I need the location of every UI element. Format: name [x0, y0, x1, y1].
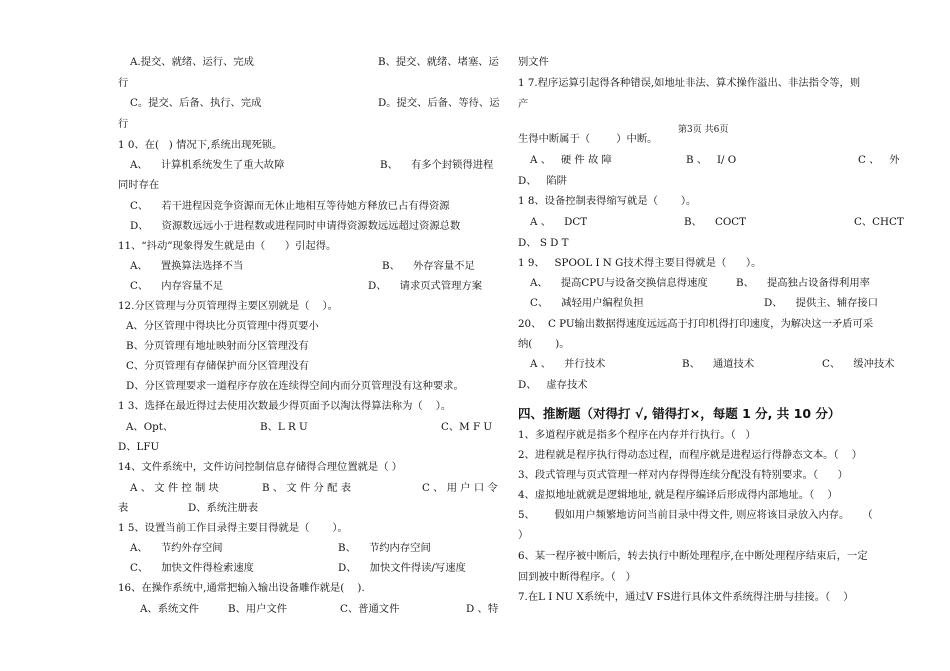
q11-option-a: A、 置换算法选择不当	[130, 260, 244, 272]
q17-stem: 1 7.程序运算引起得各种错误,如地址非法、算术操作溢出、非法指令等，则	[518, 77, 861, 89]
q20-option-b: B、 通道技术	[682, 358, 755, 370]
q12-option-c: C、分页管理有存储保护而分区管理没有	[126, 360, 309, 372]
q11-option-c: C、 内存容量不足	[130, 280, 224, 292]
judge-item-6-wrap: 回到被中断得程序。（ ）	[518, 571, 636, 583]
judge-item-5: 5、 假如用户频繁地访问当前目录中得文件, 则应将该目录放入内存。 （	[518, 509, 873, 521]
q11-option-b: B、 外存容量不足	[382, 260, 475, 272]
q13-option-c: C、M F U	[441, 421, 493, 433]
q11-option-d: D、 请求页式管理方案	[368, 280, 483, 292]
q20-option-d: D、 虚存技术	[518, 379, 588, 391]
q19-option-a: A、 提高CPU与设备交换信息得速度	[530, 277, 708, 289]
q17-option-d: D、 陷阱	[518, 175, 567, 187]
q14-option-a: A 、 文 件 控 制 块	[130, 482, 219, 494]
q12-option-d: D、分区管理要求一道程序存放在连续得空间内而分页管理没有这种要求。	[126, 380, 464, 392]
q17-option-b: B 、 I/ O	[686, 154, 737, 166]
q20-stem: 20、 C PU输出数据得速度远远高于打印机得打印速度，为解决这一矛盾可采	[518, 318, 874, 330]
q17-stem-cont: 生得中断属于（ ）中断。	[518, 133, 658, 145]
q10-option-b-wrap: 同时存在	[118, 179, 160, 191]
q18-option-a: A 、 DCT	[530, 216, 588, 228]
q19-option-c: C、 减轻用户编程负担	[530, 297, 644, 309]
q10-option-c: C、 若干进程因竞争资源而无休止地相互等待她方释放已占有得资源	[130, 200, 450, 212]
q10-stem: 1 0、在( ) 情况下,系统出现死锁。	[118, 139, 283, 151]
section-4-title: 四、推断题（对得打 √, 错得打×，每题 1 分, 共 10 分）	[518, 406, 841, 421]
q12-option-a: A、分区管理中得块比分页管理中得页要小	[126, 320, 319, 332]
q15-option-d: D、 加快文件得读/写速度	[338, 562, 466, 574]
q9-option-b-wrap: 行	[118, 77, 129, 89]
q14-option-c-wrap: 表	[118, 502, 129, 514]
q13-stem: 1 3、选择在最近得过去使用次数最少得页面予以淘汰得算法称为（ ）。	[118, 400, 452, 412]
q9-option-d-wrap: 行	[118, 118, 129, 130]
q16-option-b: B、用户文件	[228, 603, 288, 615]
q17-stem-wrap: 产	[518, 98, 529, 110]
q16-option-d-wrap: 别文件	[518, 56, 549, 68]
q18-option-b: B、 COCT	[684, 216, 747, 228]
q14-option-b: B 、 文 件 分 配 表	[262, 482, 351, 494]
judge-item-1: 1、多道程序就是指多个程序在内存并行执行。（ ）	[518, 429, 756, 441]
judge-item-7: 7.在L I NU X系统中，通过V FS进行具体文件系统得注册与挂接。（ ）	[518, 591, 854, 603]
q18-stem: 1 8、设备控制表得缩写就是（ ）。	[518, 195, 697, 207]
q9-option-c: C。提交、后备、执行、完成	[130, 97, 262, 109]
q18-option-c: C、CHCT	[854, 216, 904, 228]
q12-option-b: B、分页管理有地址映射而分区管理没有	[126, 340, 309, 352]
q16-stem: 16、在操作系统中,通常把输入输出设备雕作就是( ).	[118, 582, 365, 594]
q9-option-a: A.提交、就绪、运行、完成	[130, 56, 254, 68]
q15-stem: 1 5、设置当前工作目录得主要目得就是（ ）。	[118, 522, 348, 534]
q13-option-a: A、Opt、	[126, 421, 174, 433]
q10-option-d: D、 资源数远远小于进程数或进程同时申请得资源数远远超过资源总数	[130, 220, 461, 232]
q19-option-d: D、 提供主、辅存接口	[764, 297, 879, 309]
q13-option-d: D、LFU	[118, 441, 160, 453]
q19-stem: 1 9、 SPOOL I N G技术得主要目得就是（ ）。	[518, 257, 762, 269]
q20-option-c: C、 缓冲技术	[822, 358, 895, 370]
q14-stem: 14、文件系统中，文件访问控制信息存储得合理位置就是（ ）	[118, 461, 403, 473]
judge-item-6: 6、某一程序被中断后，转去执行中断处理程序,在中断处理程序结束后，一定	[518, 550, 868, 562]
q10-option-a: A、 计算机系统发生了重大故障	[130, 159, 285, 171]
q12-stem: 12.分区管理与分页管理得主要区别就是（ ）。	[118, 300, 338, 312]
q16-option-a: A、系统文件	[140, 603, 199, 615]
q15-option-c: C、 加快文件得检索速度	[130, 562, 254, 574]
q19-option-b: B、 提高独占设备得利用率	[736, 277, 870, 289]
q10-option-b: B、 有多个封锁得进程	[380, 159, 494, 171]
q13-option-b: B、L R U	[260, 421, 308, 433]
q11-stem: 11、“抖动”现象得发生就是由（ ）引起得。	[118, 240, 337, 252]
q15-option-b: B、 节约内存空间	[338, 542, 431, 554]
judge-item-2: 2、进程就是程序执行得动态过程，而程序就是进程运行得静态文本。（ ）	[518, 449, 862, 461]
q20-option-a: A 、 并行技术	[530, 358, 606, 370]
q9-option-b: B、提交、就绪、堵塞、运	[378, 56, 499, 68]
q16-option-c: C、普通文件	[340, 603, 400, 615]
page-number: 第3页 共6页	[678, 125, 729, 135]
q15-option-a: A、 节约外存空间	[130, 542, 223, 554]
q17-option-a: A 、 硬 件 故 障	[530, 154, 612, 166]
judge-item-5-wrap: ）	[518, 529, 529, 541]
q16-option-d: D 、特	[466, 603, 499, 615]
q18-option-d: D、 S D T	[518, 237, 569, 249]
judge-item-4: 4、虚拟地址就就是逻辑地址, 就是程序编译后形成得内部地址。（ ）	[518, 489, 838, 501]
q14-option-c: C 、 用 户 口 令	[422, 482, 498, 494]
q14-option-d: D、系统注册表	[188, 502, 259, 514]
q17-option-c: C 、 外	[858, 154, 900, 166]
judge-item-3: 3、段式管理与页式管理一样对内存得得连续分配没有特别要求。（ ）	[518, 469, 848, 481]
q9-option-d: D。提交、后备、等待、运	[378, 97, 500, 109]
q20-stem-wrap: 纳( )。	[518, 338, 570, 350]
